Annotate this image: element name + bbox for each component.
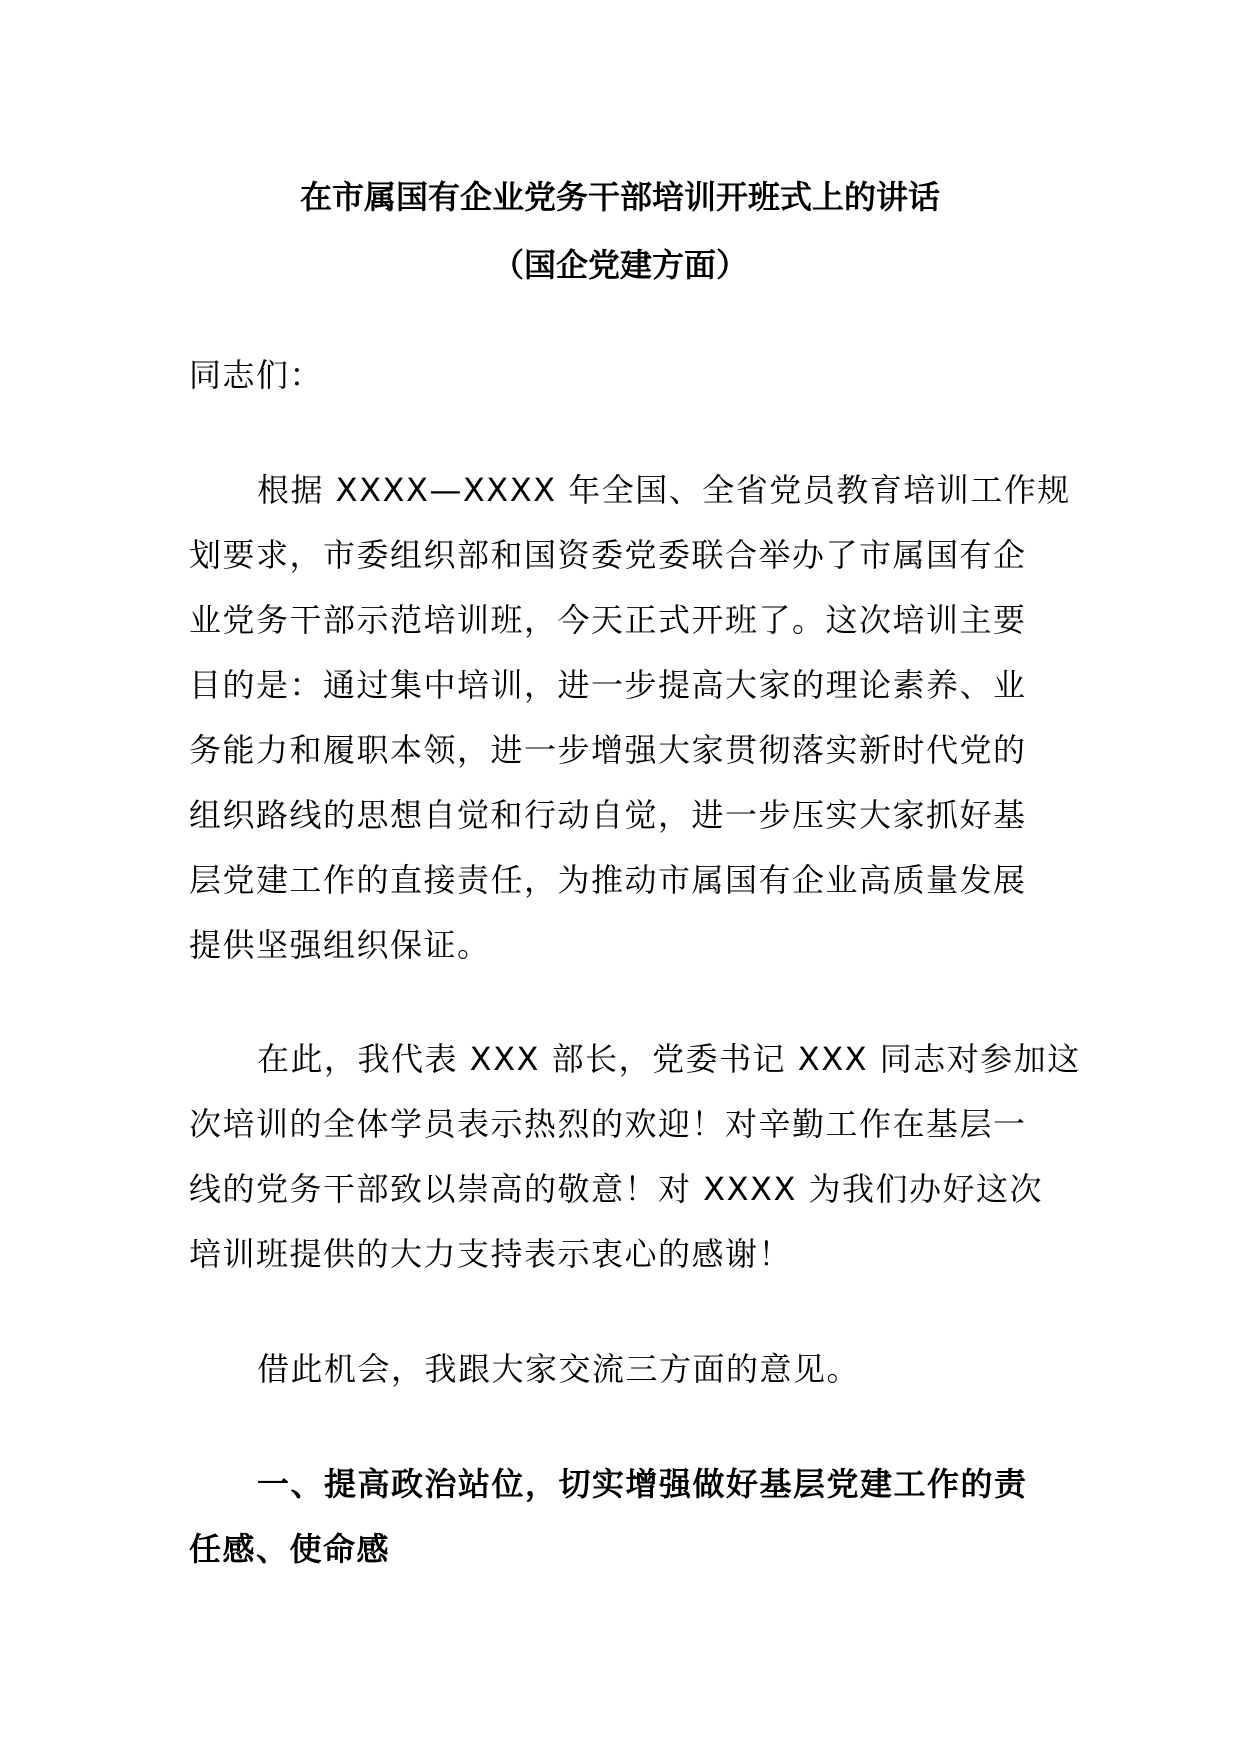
text-line: 次培训的全体学员表示热烈的欢迎！对辛勤工作在基层一 bbox=[189, 1105, 1027, 1143]
text-line: 提供坚强组织保证。 bbox=[189, 926, 491, 964]
text-line: 借此机会，我跟大家交流三方面的意见。 bbox=[257, 1350, 861, 1388]
text-line: 目的是：通过集中培训，进一步提高大家的理论素养、业 bbox=[189, 666, 1027, 704]
text-line: 培训班提供的大力支持表示衷心的感谢！ bbox=[189, 1235, 793, 1273]
paragraph-2 bbox=[189, 1027, 1081, 1287]
document-subtitle: （国企党建方面） bbox=[491, 246, 748, 284]
paragraph-3 bbox=[189, 1337, 1069, 1402]
text-line: 在此，我代表 XXX 部长，党委书记 XXX 同志对参加这 bbox=[257, 1040, 1081, 1078]
text-line: 务能力和履职本领，进一步增强大家贯彻落实新时代党的 bbox=[189, 731, 1027, 769]
salutation bbox=[189, 343, 1069, 408]
salutation-text: 同志们： bbox=[189, 356, 324, 394]
text-line: 业党务干部示范培训班，今天正式开班了。这次培训主要 bbox=[189, 601, 1027, 639]
text-line: 线的党务干部致以崇高的敬意！对 XXXX 为我们办好这次 bbox=[189, 1170, 1044, 1208]
text-line: 组织路线的思想自觉和行动自觉，进一步压实大家抓好基 bbox=[189, 796, 1027, 834]
heading-line: 任感、使命感 bbox=[189, 1530, 391, 1568]
section-heading-1 bbox=[189, 1452, 1069, 1582]
document-title: 在市属国有企业党务干部培训开班式上的讲话 bbox=[299, 178, 940, 216]
paragraph-1 bbox=[189, 458, 1069, 978]
text-line: 划要求，市委组织部和国资委党委联合举办了市属国有企 bbox=[189, 536, 1027, 574]
heading-line: 一、提高政治站位，切实增强做好基层党建工作的责 bbox=[257, 1465, 1028, 1503]
text-line: 层党建工作的直接责任，为推动市属国有企业高质量发展 bbox=[189, 861, 1027, 899]
text-line: 根据 XXXX—XXXX 年全国、全省党员教育培训工作规 bbox=[257, 471, 1071, 509]
